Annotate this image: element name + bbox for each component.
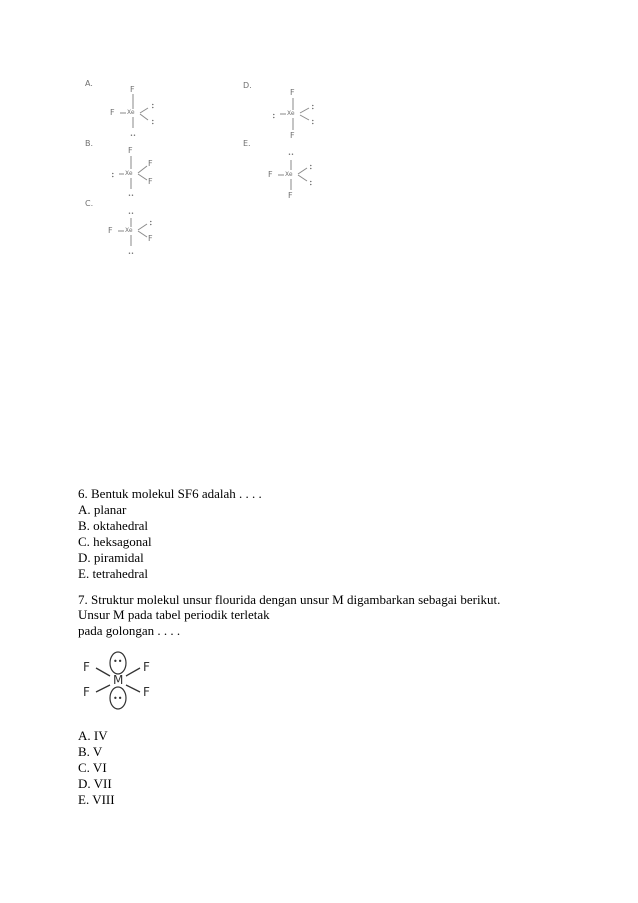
xenon-atom: Xe xyxy=(127,109,135,116)
central-atom-m: M xyxy=(113,673,124,687)
figure-label: B. xyxy=(85,139,94,148)
bond-lines xyxy=(243,82,328,144)
lone-pair-bottom: •• xyxy=(128,193,134,199)
figure-label: A. xyxy=(85,79,93,88)
q6-option-a: A. planar xyxy=(78,502,127,517)
q6-option-b: B. oktahedral xyxy=(78,518,149,533)
figure-label: C. xyxy=(85,199,94,208)
fluorine-top: F xyxy=(130,85,135,94)
q7-option-c: C. VI xyxy=(78,760,107,775)
lone-pair-right-top: •• xyxy=(306,164,313,170)
lone-pair-top: •• xyxy=(113,657,123,666)
fluorine-left: F xyxy=(108,226,113,235)
figure-e xyxy=(243,140,328,206)
molecule-m-figure xyxy=(76,648,160,712)
q7-option-e: E. VIII xyxy=(78,792,115,807)
lone-pair-left: •• xyxy=(269,113,276,119)
lone-pair-bottom: •• xyxy=(113,694,123,703)
lone-pair-right-top: •• xyxy=(148,103,155,109)
lone-pair-right-top: •• xyxy=(308,104,315,110)
question-7-line-3: pada golongan . . . . xyxy=(78,623,181,638)
fluorine-bottom-left: F xyxy=(83,685,90,699)
figure-a xyxy=(85,80,170,145)
figure-label: D. xyxy=(243,81,252,90)
question-7-line-2: Unsur M pada tabel periodik terletak xyxy=(78,607,270,622)
q7-option-d: D. VII xyxy=(78,776,112,791)
fluorine-bottom-right: F xyxy=(143,685,150,699)
question-6: 6. Bentuk molekul SF6 adalah . . . . xyxy=(78,486,262,501)
fluorine-right-bottom: F xyxy=(148,177,153,186)
lone-pair-right-bottom: •• xyxy=(308,119,315,125)
figure-d xyxy=(243,82,328,144)
figure-b xyxy=(85,140,170,202)
lone-pair-bottom: •• xyxy=(128,251,134,257)
xenon-atom: Xe xyxy=(125,170,133,177)
xenon-atom: Xe xyxy=(125,227,133,234)
fluorine-right-bottom: F xyxy=(148,234,153,243)
fluorine-left: F xyxy=(268,170,273,179)
figure-label: E. xyxy=(243,139,251,148)
q6-option-c: C. heksagonal xyxy=(78,534,152,549)
lone-pair-right-bottom: •• xyxy=(148,119,155,125)
lone-pair-left: •• xyxy=(108,172,115,178)
fluorine-left: F xyxy=(110,108,115,117)
fluorine-top: F xyxy=(128,146,133,155)
fluorine-bottom: F xyxy=(288,191,293,200)
fluorine-top-right: F xyxy=(143,660,150,674)
q6-option-d: D. piramidal xyxy=(78,550,144,565)
fluorine-top-left: F xyxy=(83,660,90,674)
lone-pair-top: •• xyxy=(288,152,294,158)
lone-pair-top: •• xyxy=(128,211,134,217)
fluorine-bottom: F xyxy=(290,131,295,140)
question-7-line-1: 7. Struktur molekul unsur flourida dengan unsur M digambarkan sebagai berikut. xyxy=(78,592,501,607)
xenon-atom: Xe xyxy=(285,171,293,178)
fluorine-top: F xyxy=(290,88,295,97)
lone-pair-right-top: •• xyxy=(146,220,153,226)
lone-pair-right-bottom: •• xyxy=(306,180,313,186)
xenon-atom: Xe xyxy=(287,110,295,117)
q7-option-b: B. V xyxy=(78,744,103,759)
fluorine-right-top: F xyxy=(148,159,153,168)
lone-pair-bottom: •• xyxy=(130,133,136,139)
q6-option-e: E. tetrahedral xyxy=(78,566,149,581)
figure-c xyxy=(85,200,170,262)
q7-option-a: A. IV xyxy=(78,728,108,743)
